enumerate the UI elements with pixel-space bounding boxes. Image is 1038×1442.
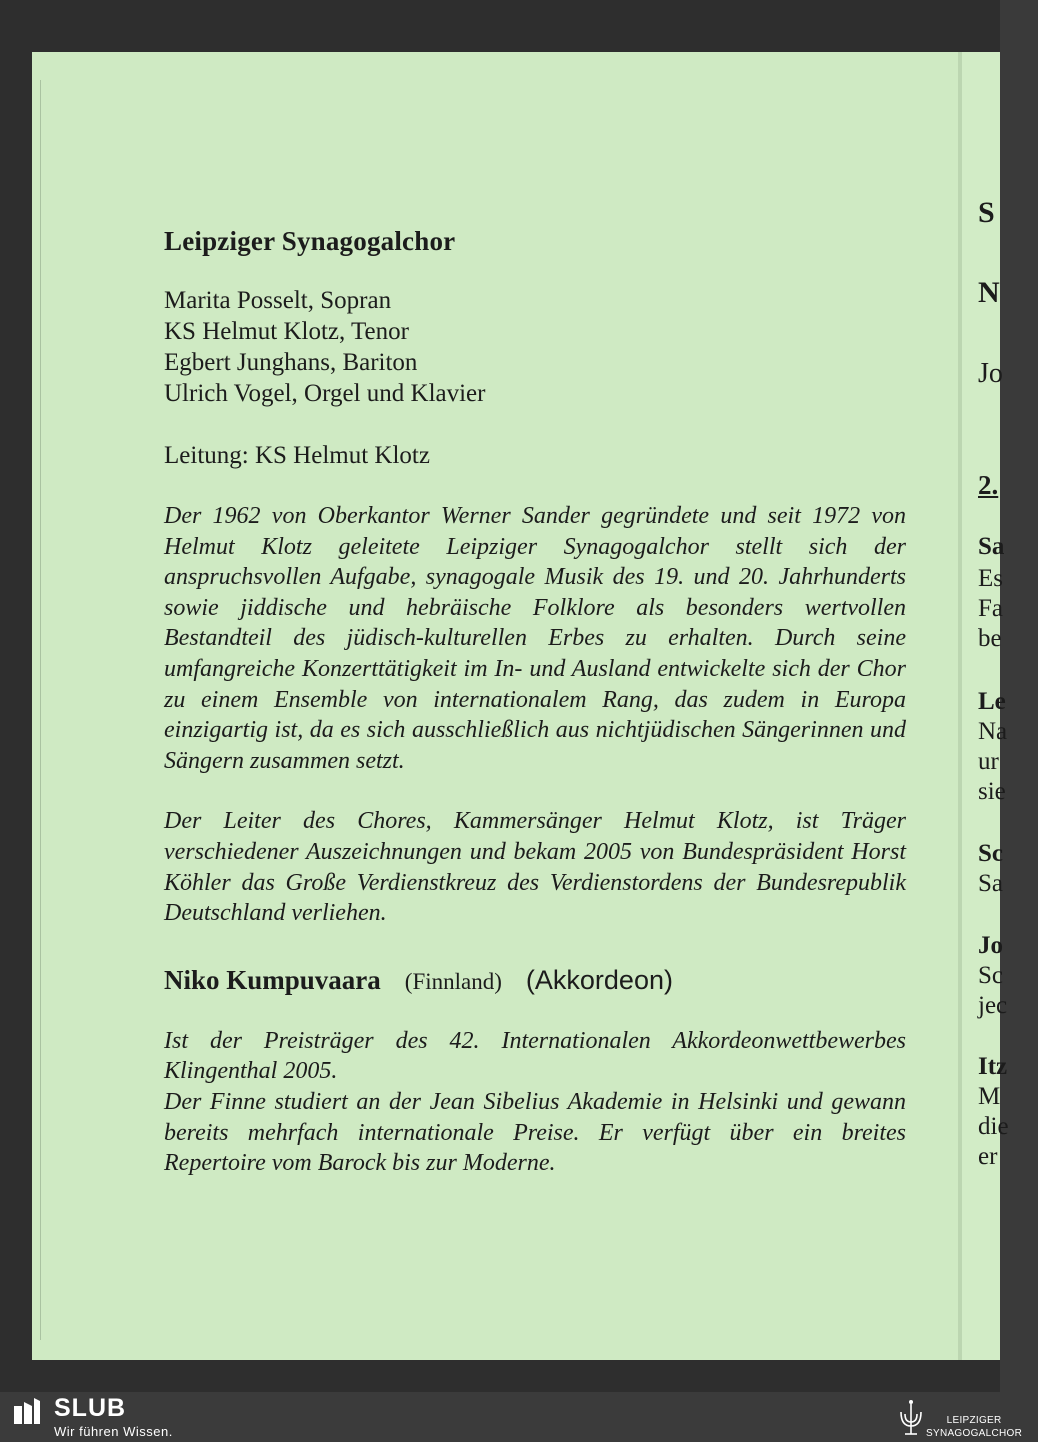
fragment: N <box>978 276 1000 309</box>
partner-name <box>926 1414 1022 1440</box>
soloist-instrument: (Akkordeon) <box>525 964 673 995</box>
footer-bar <box>0 1392 1023 1442</box>
fragment: S <box>978 196 995 229</box>
fragment: Na <box>978 718 1008 745</box>
partner-line-1: LEIPZIGER <box>946 1415 1002 1426</box>
fragment: sie <box>978 778 1006 805</box>
menorah-logo-icon <box>896 1398 926 1438</box>
choir-title: Leipziger Synagogalchor <box>164 226 456 256</box>
soloist-prize-line: Ist der Preisträger des 42. Internationalen Akkordeonwettbewerbes Klingenthal 2005. <box>164 1027 906 1085</box>
member-item: Marita Posselt, Sopran <box>164 287 392 314</box>
fragment: Sc <box>978 962 1003 989</box>
member-list <box>164 285 906 409</box>
fragment: M <box>978 1083 1001 1110</box>
soloist-name: Niko Kumpuvaara <box>164 964 381 995</box>
fragment: Le <box>978 688 1006 715</box>
fragment: ur <box>978 748 999 775</box>
fragment: er <box>978 1143 998 1170</box>
member-item: KS Helmut Klotz, Tenor <box>164 318 409 345</box>
fragment: Sa <box>978 870 1003 897</box>
soloist-bio <box>164 1026 906 1179</box>
fragment: Es <box>978 565 1003 592</box>
fragment: Jo <box>978 932 1003 959</box>
library-tagline: Wir führen Wissen. <box>54 1424 173 1439</box>
conductor-award-paragraph: Der Leiter des Chores, Kammersänger Helmut Klotz, ist Träger verschiedener Auszeichnungen und bekam 2005 von Bundespräsident Horst Köhler das Große Verdienstkreuz des Verdienstordens der Bundesrepublik Deutschland verliehen. <box>164 808 906 927</box>
fragment: 2. <box>978 470 999 500</box>
fold-line <box>40 80 41 1340</box>
fragment: die <box>978 1113 1009 1140</box>
conductor-line: Leitung: KS Helmut Klotz <box>164 442 430 469</box>
library-name: SLUB <box>54 1394 127 1422</box>
fragment: Jo <box>978 358 1003 389</box>
member-item: Ulrich Vogel, Orgel und Klavier <box>164 380 486 407</box>
partner-line-2: SYNAGOGALCHOR <box>926 1428 1023 1439</box>
fragment: Sa <box>978 533 1005 560</box>
soloist-study-line: Der Finne studiert an der Jean Sibelius Akademie in Helsinki und gewann bereits mehrfach internationale Preise. Er verfügt über ein breites Repertoire vom Barock bis zur Moderne. <box>164 1088 906 1177</box>
left-page-content <box>164 226 906 1179</box>
choir-history-paragraph: Der 1962 von Oberkantor Werner Sander gegründete und seit 1972 von Helmut Klotz geleitete Leipziger Synagogalchor stellt sich der anspruchsvollen Aufgabe, synagogale Musik des 19. und 20. Jahrhunderts sowie jiddische und hebräische Folklore als besonders wertvollen Bestandteil des jüdisch-kulturellen Erbes zu erhalten. Durch seine umfangreiche Konzerttätigkeit im In- und Ausland entwickelte sich der Chor zu einem Ensemble von internationalem Rang, das zudem in Europa einzigartig ist, da es sich ausschließlich aus nichtjüdischen Sängerinnen und Sängern zusammen setzt. <box>164 503 906 774</box>
member-item: Egbert Junghans, Bariton <box>164 349 418 376</box>
fragment: jec <box>978 992 1008 1019</box>
fragment: Itz <box>978 1053 1008 1080</box>
fragment: Sc <box>978 840 1003 867</box>
fragment: be <box>978 625 1002 652</box>
soloist-country: (Finnland) <box>404 968 502 994</box>
slub-logo-icon <box>12 1398 42 1426</box>
fragment: Fa <box>978 595 1003 622</box>
soloist-heading <box>164 965 906 996</box>
